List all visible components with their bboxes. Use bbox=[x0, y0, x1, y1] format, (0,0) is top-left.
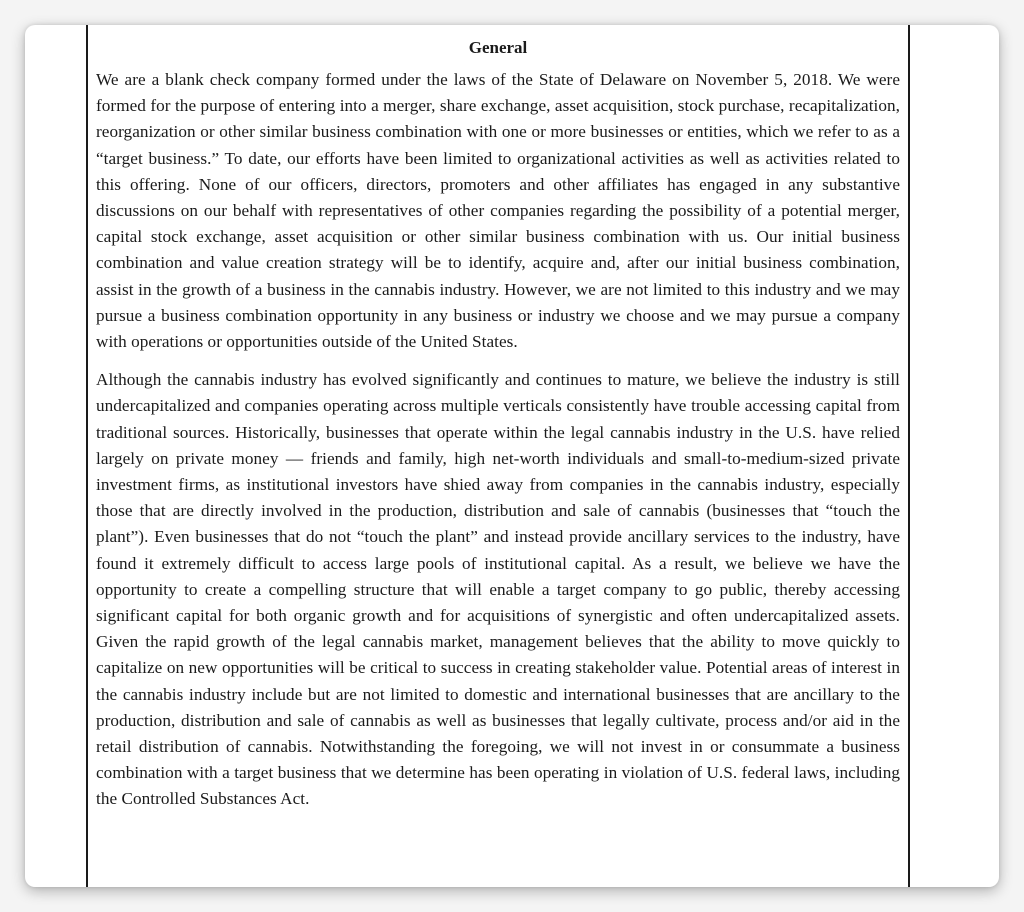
document-card bbox=[25, 25, 999, 887]
paragraph-company-overview: We are a blank check company formed under the laws of the State of Delaware on November 5, 2018. We were formed for the purpose of entering into a merger, share exchange, asset acquisition, stock purchase, recapitalization, reorganization or other similar business combination with one or more businesses or entities, which we refer to as a “target business.” To date, our efforts have been limited to organizational activities as well as activities related to this offering. None of our officers, directors, promoters and other affiliates has engaged in any substantive discussions on our behalf with representatives of other companies regarding the possibility of a potential merger, capital stock exchange, asset acquisition or other similar business combination with us. Our initial business combination and value creation strategy will be to identify, acquire and, after our initial business combination, assist in the growth of a business in the cannabis industry. However, we are not limited to this industry and we may pursue a business combination opportunity in any business or industry we choose and we may pursue a company with operations or opportunities outside of the United States. bbox=[96, 70, 900, 352]
document-page bbox=[86, 25, 910, 887]
section-title: General bbox=[468, 38, 528, 57]
document-content bbox=[96, 37, 900, 825]
paragraph-industry-opportunity: Although the cannabis industry has evolved significantly and continues to mature, we believe the industry is still undercapitalized and companies operating across multiple verticals consistently have trouble accessing capital from traditional sources. Historically, businesses that operate within the legal cannabis industry in the U.S. have relied largely on private money — friends and family, high net-worth individuals and small-to-medium-sized private investment firms, as institutional investors have shied away from companies in the cannabis industry, especially those that are directly involved in the production, distribution and sale of cannabis (businesses that “touch the plant”). Even businesses that do not “touch the plant” and instead provide ancillary services to the industry, have found it extremely difficult to access large pools of institutional capital. As a result, we believe we have the opportunity to create a compelling structure that will enable a target company to go public, thereby accessing significant capital for both organic growth and for acquisitions of synergistic and often undercapitalized assets. Given the rapid growth of the legal cannabis market, management believes that the ability to move quickly to capitalize on new opportunities will be critical to success in creating stakeholder value. Potential areas of interest in the cannabis industry include but are not limited to domestic and international businesses that are ancillary to the production, distribution and sale of cannabis as well as businesses that legally cultivate, process and/or aid in the retail distribution of cannabis. Notwithstanding the foregoing, we will not invest in or consummate a business combination with a target business that we determine has been operating in violation of U.S. federal laws, including the Controlled Substances Act. bbox=[96, 370, 900, 809]
